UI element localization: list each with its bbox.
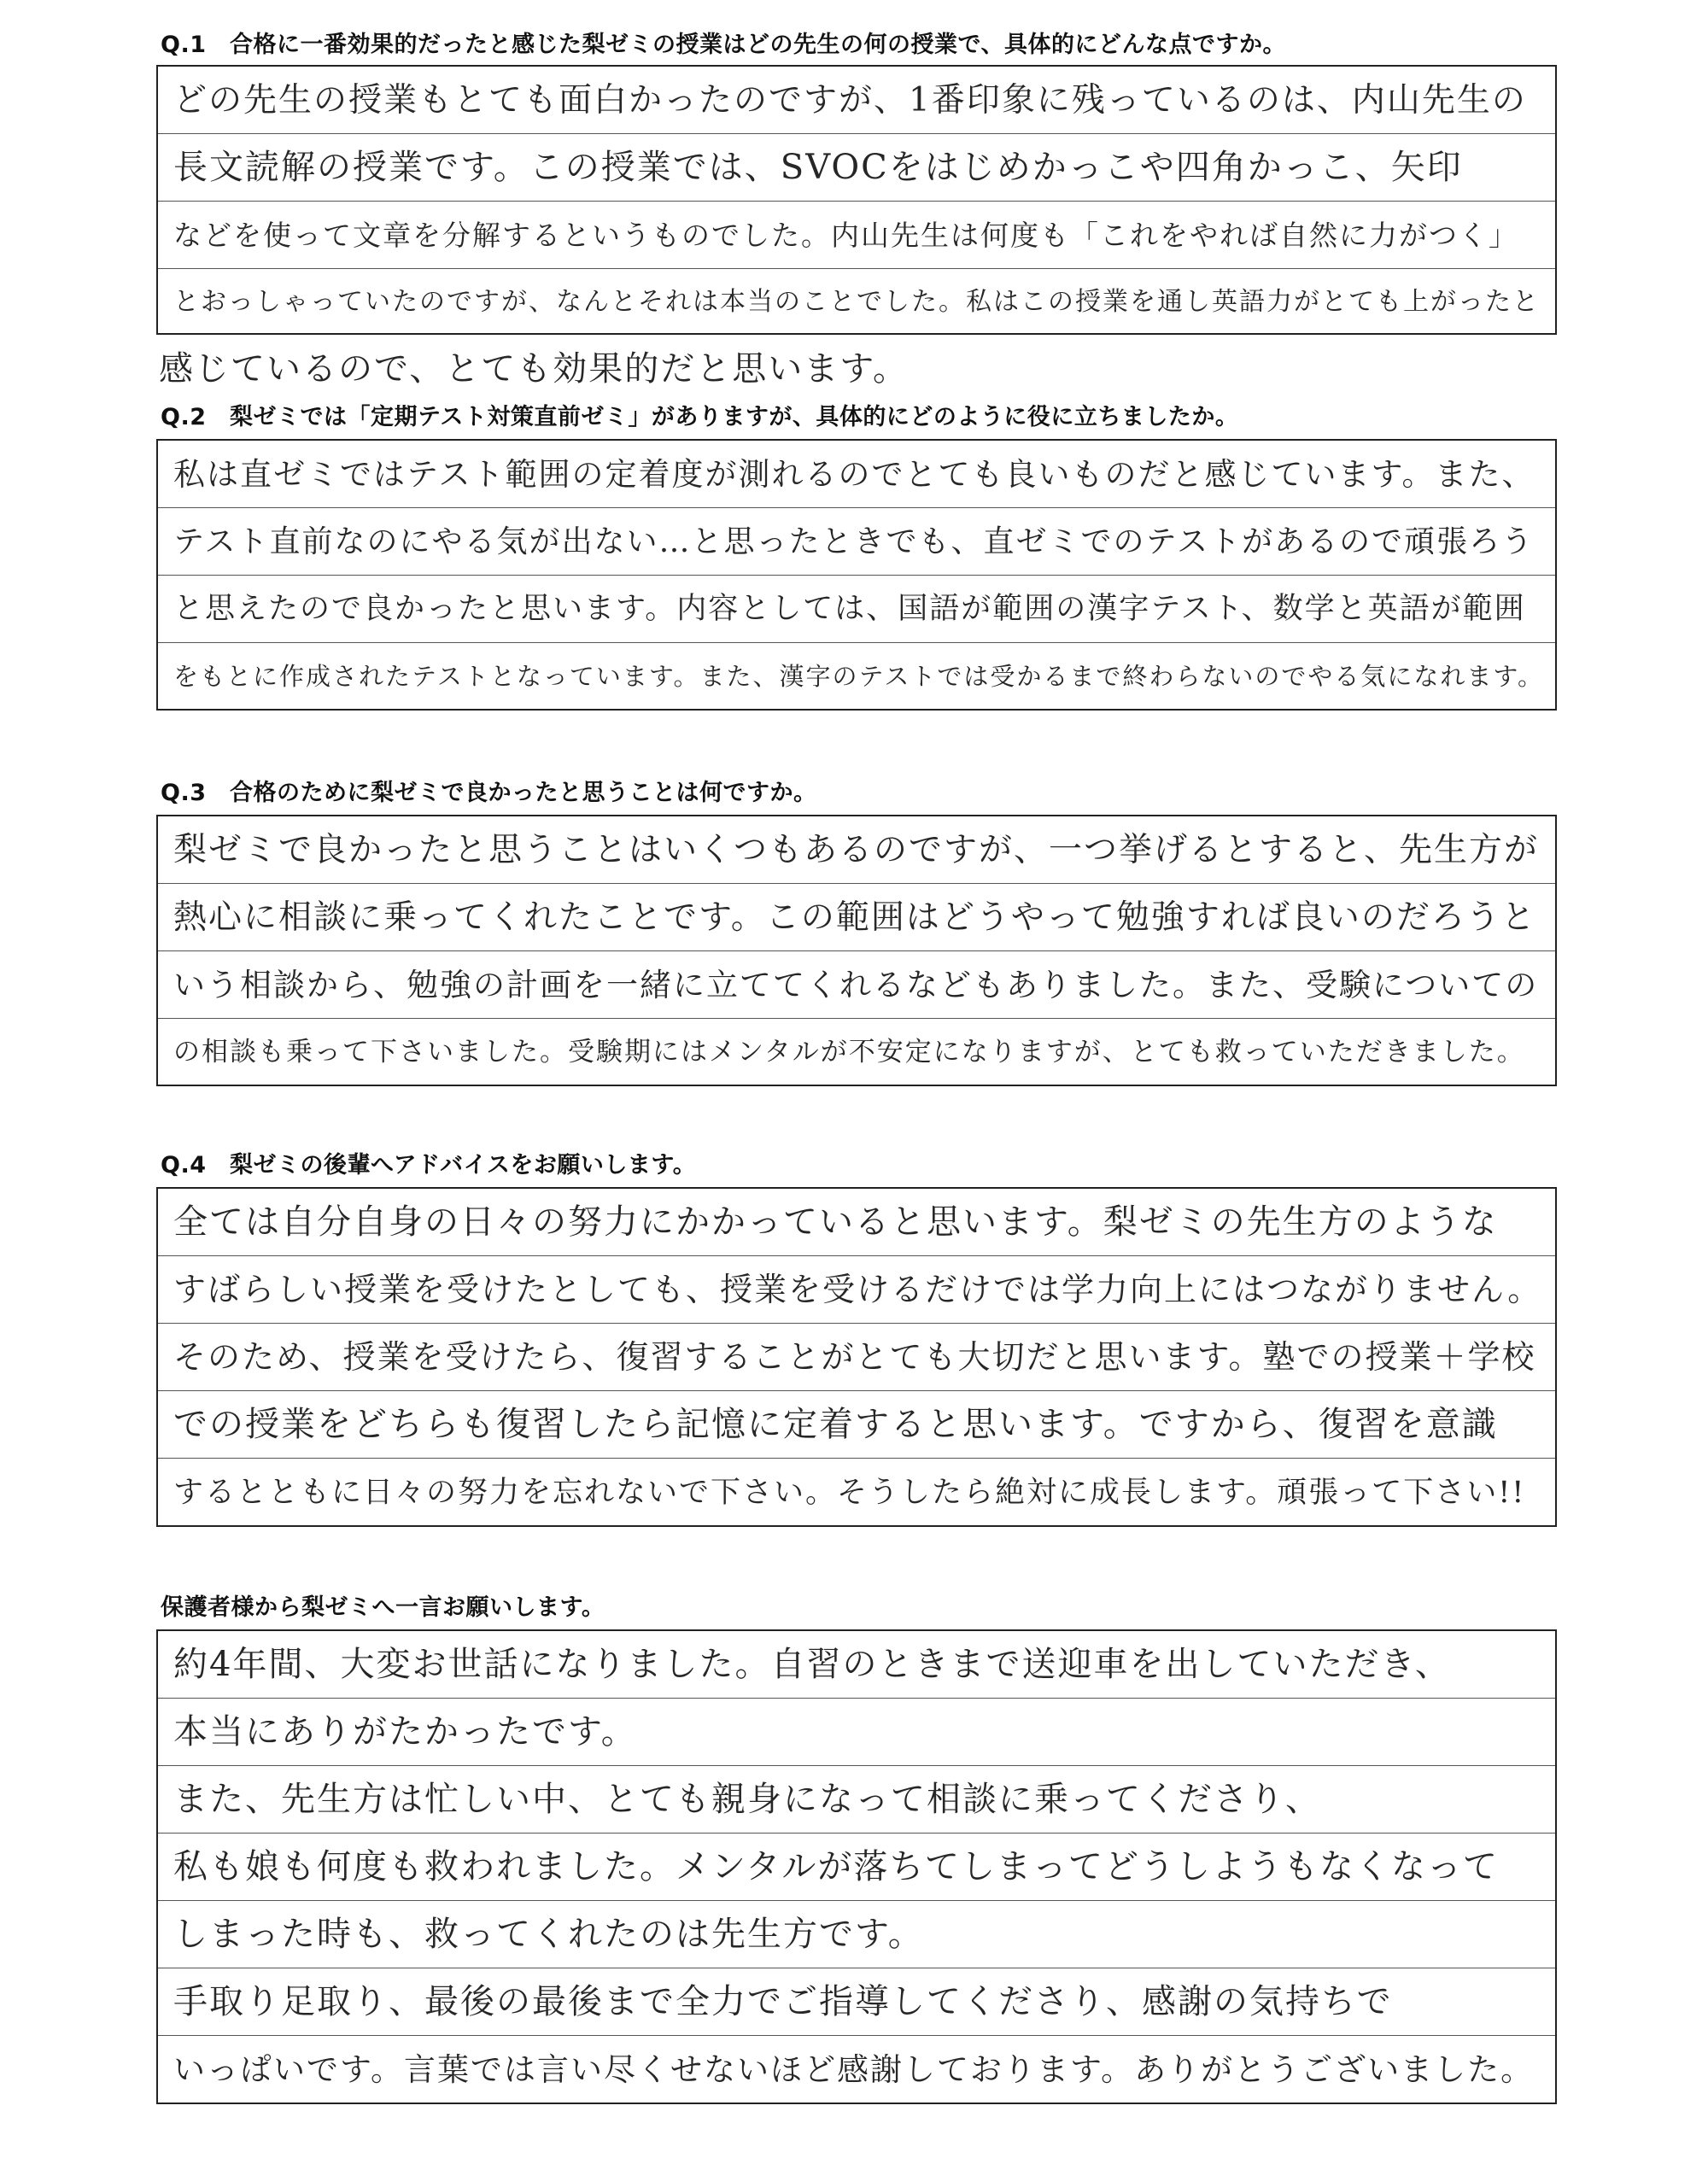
parent-message-line: 私も娘も何度も救われました。メンタルが落ちてしまってどうしようもなくなって bbox=[158, 1834, 1555, 1901]
parent-message-title: 保護者様から梨ゼミへ一言お願いします。 bbox=[161, 1594, 605, 1621]
q2-question-title: Q.2 梨ゼミでは「定期テスト対策直前ゼミ」がありますが、具体的にどのように役に立ちましたか。 bbox=[161, 404, 1239, 430]
q4-answer-line: するとともに日々の努力を忘れないで下さい。そうしたら絶対に成長します。頑張って下さい!! bbox=[173, 1476, 1526, 1510]
q3-answer-line: の相談も乗って下さいました。受験期にはメンタルが不安定になりますが、とても救っていただきました。 bbox=[173, 1037, 1525, 1067]
parent-message-line: しまった時も、救ってくれたのは先生方です。 bbox=[158, 1901, 1555, 1968]
q1-answer-box bbox=[156, 65, 1557, 335]
q1-answer-line: とおっしゃっていたのですが、なんとそれは本当のことでした。私はこの授業を通し英語力がとても上がったと bbox=[173, 287, 1540, 317]
q3-question-title: Q.3 合格のために梨ゼミで良かったと思うことは何ですか。 bbox=[161, 780, 817, 806]
q4-answer-line: での授業をどちらも復習したら記憶に定着すると思います。ですから、復習を意識 bbox=[158, 1391, 1555, 1459]
parent-message-box bbox=[156, 1629, 1557, 2104]
parent-message-line: 本当にありがたかったです。 bbox=[158, 1699, 1555, 1766]
q4-answer-line: そのため、授業を受けたら、復習することがとても大切だと思います。塾での授業＋学校 bbox=[158, 1324, 1555, 1391]
q3-answer-line: いう相談から、勉強の計画を一緒に立ててくれるなどもありました。また、受験についての bbox=[158, 951, 1555, 1019]
q4-answer-line: すばらしい授業を受けたとしても、授業を受けるだけでは学力向上にはつながりません。 bbox=[158, 1256, 1555, 1324]
q3-answer-line: 熱心に相談に乗ってくれたことです。この範囲はどうやって勉強すれば良いのだろうと bbox=[158, 884, 1555, 951]
parent-message-line: いっぱいです。言葉では言い尽くせないほど感謝しております。ありがとうございました。 bbox=[173, 2051, 1535, 2088]
q2-answer-box bbox=[156, 439, 1557, 711]
q1-answer-line: 長文読解の授業です。この授業では、SVOCをはじめかっこや四角かっこ、矢印 bbox=[158, 134, 1555, 202]
q4-question-title: Q.4 梨ゼミの後輩へアドバイスをお願いします。 bbox=[161, 1152, 697, 1179]
q1-answer-line: どの先生の授業もとても面白かったのですが、1番印象に残っているのは、内山先生の bbox=[158, 67, 1555, 134]
parent-message-line: 約4年間、大変お世話になりました。自習のときまで送迎車を出していただき、 bbox=[158, 1631, 1555, 1699]
q4-answer-box bbox=[156, 1187, 1557, 1527]
q4-answer-line: 全ては自分自身の日々の努力にかかっていると思います。梨ゼミの先生方のような bbox=[158, 1189, 1555, 1256]
parent-message-line: また、先生方は忙しい中、とても親身になって相談に乗ってくださり、 bbox=[158, 1766, 1555, 1834]
parent-message-line: 手取り足取り、最後の最後まで全力でご指導してくださり、感謝の気持ちで bbox=[158, 1968, 1555, 2036]
q2-answer-line: テスト直前なのにやる気が出ない…と思ったときでも、直ゼミでのテストがあるので頑張ろう bbox=[158, 508, 1555, 576]
q1-answer-line: などを使って文章を分解するというものでした。内山先生は何度も「これをやれば自然に力がつく」 bbox=[158, 202, 1555, 269]
q2-answer-line: と思えたので良かったと思います。内容としては、国語が範囲の漢字テスト、数学と英語が範囲 bbox=[158, 576, 1555, 643]
q3-answer-line: 梨ゼミで良かったと思うことはいくつもあるのですが、一つ挙げるとすると、先生方が bbox=[158, 816, 1555, 884]
q3-answer-box bbox=[156, 815, 1557, 1086]
q1-question-title: Q.1 合格に一番効果的だったと感じた梨ゼミの授業はどの先生の何の授業で、具体的にどんな点ですか。 bbox=[161, 32, 1286, 58]
q2-answer-line: をもとに作成されたテストとなっています。また、漢字のテストでは受かるまで終わらないのでやる気になれます。 bbox=[173, 662, 1545, 691]
q1-answer-overflow-line: 感じているので、とても効果的だと思います。 bbox=[159, 349, 909, 389]
q2-answer-line: 私は直ゼミではテスト範囲の定着度が測れるのでとても良いものだと感じています。また、 bbox=[158, 441, 1555, 508]
